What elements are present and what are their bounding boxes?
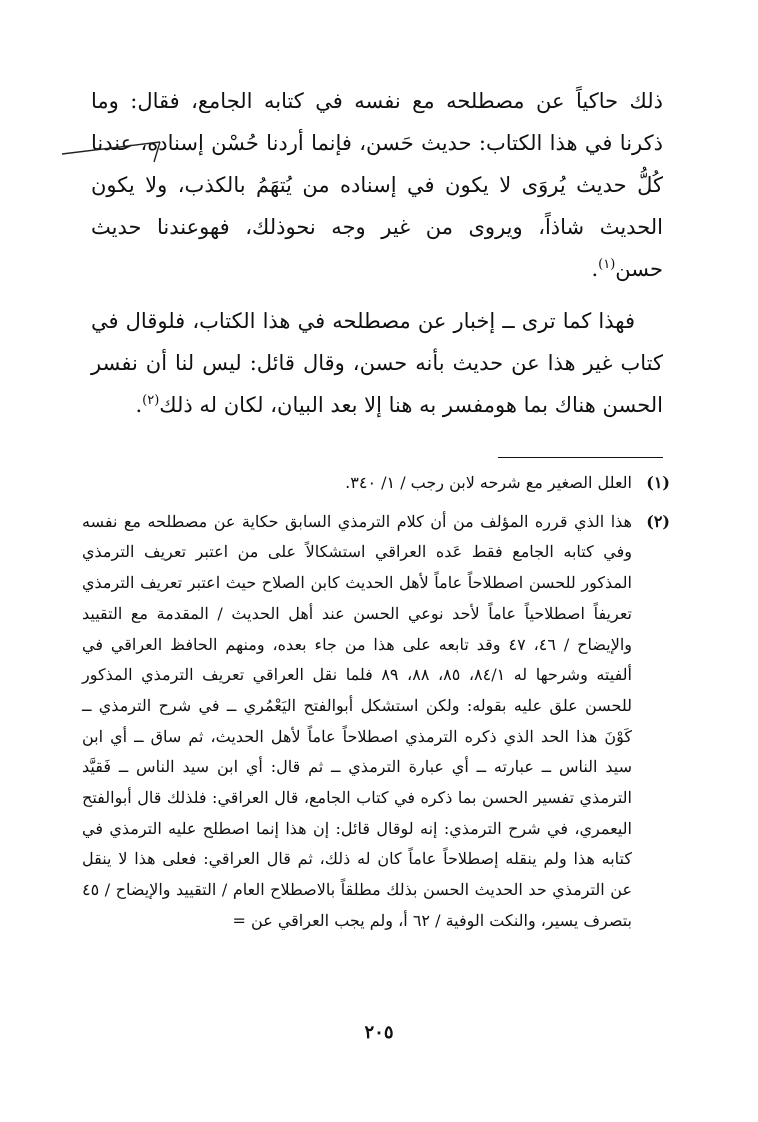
footnote-2 bbox=[82, 507, 670, 937]
footnote-text: هذا الذي قرره المؤلف من أن كلام الترمذي السابق حكاية عن مصطلحه مع نفسه وفي كتابه الجامع فقط عَده العراقي استشكالاً على من اعتبر تعريف الترمذي المذكور للحسن اصطلاحاً عاماً لأهل الحديث كابن الصلاح حيث اعتبر تعريف الترمذي تعريفاً اصطلاحياً عاماً لأحد نوعي الحسن عند أهل الحديث / المقدمة مع التقييد والإيضاح / ٤٦، ٤٧ وقد تابعه على هذا من جاء بعده، ومنهم الحافظ العراقي في ألفيته وشرحها له ٨٤/١، ٨٥، ٨٨، ٨٩ فلما نقل العراقي تعريف الترمذي المذكور للحسن علق عليه بقوله: ولكن استشكل أبوالفتح اليَعْمُري ــ في شرح الترمذي ــ كَوْنَ هذا الحد الذي ذكره الترمذي اصطلاحاً عاماً لأهل الحديث، ثم ساق ــ أي ابن سيد الناس ــ عبارته ــ أي عبارة الترمذي ــ ثم قال: أي ابن سيد الناس ــ فَقيَّد الترمذي تفسير الحسن بما ذكره في كتاب الجامع، قال العراقي: فلذلك قال أبوالفتح اليعمري، في شرح الترمذي: إنه لوقال قائل: إن هذا إنما اصطلح عليه الترمذي في كتابه هذا ولم ينقله إصطلاحاً عاماً كان له ذلك، ثم قال العراقي: فعلى هذا لا ينقل عن الترمذي حد الحديث الحسن بذلك مطلقاً بالاصطلاح العام / التقييد والإيضاح / ٤٥ بتصرف يسير، والنكت الوفية / ٦٢ أ، ولم يجب العراقي عن = bbox=[82, 511, 633, 930]
main-text bbox=[91, 80, 663, 436]
footnote-separator bbox=[498, 457, 663, 458]
paragraph-1-text: ذلك حاكياً عن مصطلحه مع نفسه في كتابه الجامع، فقال: وما ذكرنا في هذا الكتاب: حديث حَسن، فإنما أردنا حُسْن إسناده، عندنا كُلُّ حديث يُروَى لا يكون في إسناده من يُتهَمُ بالكذب، ولا يكون الحديث شاذاً، ويروى من غير وجه نحوذلك، فهوعندنا حديث حسن bbox=[91, 89, 663, 281]
paragraph-2-text: فهذا كما ترى ــ إخبار عن مصطلحه في هذا الكتاب، فلوقال في كتاب غير هذا عن حديث بأنه حسن، وقال قائل: ليس لنا أن نفسر الحسن هناك بما هومفسر به هنا إلا بعد البيان، لكان له ذلك bbox=[91, 309, 663, 417]
paragraph-2 bbox=[91, 300, 663, 426]
footnote-text: العلل الصغير مع شرحه لابن رجب / ١/ ٣٤٠. bbox=[345, 473, 632, 492]
footnote-1 bbox=[82, 468, 670, 499]
footnotes bbox=[82, 468, 670, 945]
footnote-ref-1: (١) bbox=[598, 257, 616, 272]
paragraph-2-end: . bbox=[135, 393, 143, 417]
paragraph-1-end: . bbox=[591, 257, 599, 281]
footnote-number: (٢) bbox=[646, 511, 670, 531]
paragraph-1 bbox=[91, 80, 663, 290]
footnote-ref-2: (٢) bbox=[142, 393, 160, 408]
footnote-number: (١) bbox=[646, 473, 670, 492]
page-number: ٢٠٥ bbox=[364, 1022, 394, 1043]
